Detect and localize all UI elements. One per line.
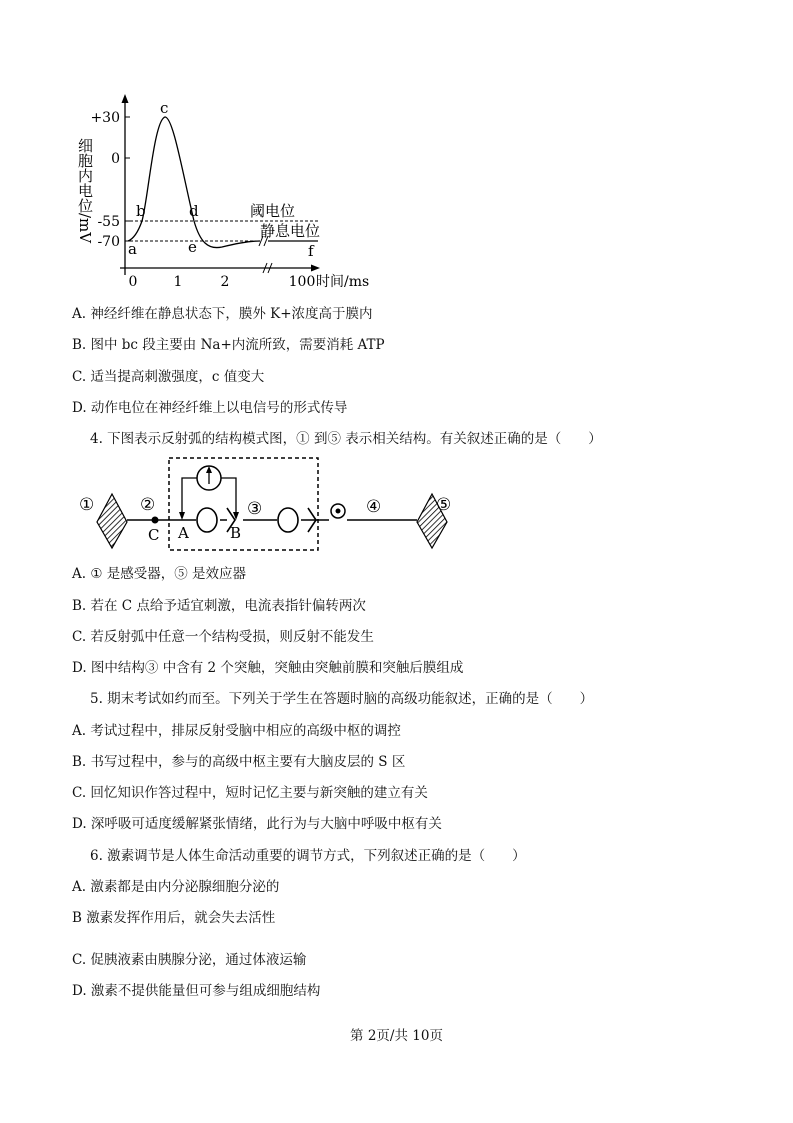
point-label: e (188, 238, 197, 256)
q6-option-d: D. 激素不提供能量但可参与组成细胞结构 (72, 983, 321, 999)
y-tick-label: -55 (97, 214, 120, 230)
q5-stem: 5. 期末考试如约而至。下列关于学生在答题时脑的高级功能叙述，正确的是（ ） (90, 691, 594, 707)
q5-option-a: A. 考试过程中，排尿反射受脑中相应的高级中枢的调控 (72, 723, 401, 739)
label-2: ② (140, 495, 156, 515)
point-label: d (189, 202, 199, 220)
q4-option-a: A. ① 是感受器，⑤ 是效应器 (72, 566, 247, 582)
q4-option-d: D. 图中结构③ 中含有 2 个突触，突触由突触前膜和突触后膜组成 (72, 660, 464, 676)
y-axis-label: 细胞内电位/mV (76, 138, 94, 244)
q3-option-b: B. 图中 bc 段主要由 Na+内流所致，需要消耗 ATP (72, 337, 385, 353)
point-label: a (128, 240, 137, 258)
x-tick-label: 100 (288, 274, 316, 290)
q6-option-a: A. 激素都是由内分泌腺细胞分泌的 (72, 879, 280, 895)
point-label: b (136, 202, 146, 220)
q4-option-c: C. 若反射弧中任意一个结构受损，则反射不能发生 (72, 629, 374, 645)
label-4: ④ (366, 497, 382, 517)
label-1: ① (79, 495, 95, 515)
q6-option-b: B 激素发挥作用后，就会失去活性 (72, 910, 276, 926)
q3-option-d: D. 动作电位在神经纤维上以电信号的形式传导 (72, 400, 348, 416)
q5-option-d: D. 深呼吸可适度缓解紧张情绪，此行为与大脑中呼吸中枢有关 (72, 816, 442, 832)
q5-option-c: C. 回忆知识作答过程中，短时记忆主要与新突触的建立有关 (72, 785, 428, 801)
point-label: c (160, 99, 169, 117)
reflex-arc-diagram (75, 452, 465, 557)
label-c: C (148, 526, 160, 544)
point-c-dot (152, 517, 159, 524)
synapse-body-2 (278, 508, 298, 532)
label-b: B (230, 524, 242, 542)
resting-label: 静息电位 (260, 222, 321, 240)
page-footer: 第 2页/共 10页 (350, 1028, 443, 1044)
x-axis-label: 时间/ms (316, 274, 370, 290)
x-tick-label: 1 (173, 274, 183, 290)
q3-option-a: A. 神经纤维在静息状态下，膜外 K+浓度高于膜内 (72, 306, 373, 322)
x-axis-arrow (311, 265, 320, 272)
central-region-box (169, 458, 318, 550)
action-potential-graph (70, 90, 370, 290)
q4-stem: 4. 下图表示反射弧的结构模式图，① 到⑤ 表示相关结构。有关叙述正确的是（ ） (90, 431, 602, 447)
receptor-shape (97, 494, 127, 548)
label-3: ③ (247, 499, 263, 519)
y-tick-label: -70 (97, 234, 120, 250)
q3-option-c: C. 适当提高刺激强度，c 值变大 (72, 369, 265, 385)
label-a: A (178, 524, 189, 542)
label-5: ⑤ (436, 495, 452, 515)
x-tick-label: 2 (220, 274, 230, 290)
y-tick-label: 0 (111, 151, 120, 167)
y-tick-label: +30 (90, 110, 120, 126)
q6-stem: 6. 激素调节是人体生命活动重要的调节方式，下列叙述正确的是（ ） (90, 848, 526, 864)
q5-option-b: B. 书写过程中，参与的高级中枢主要有大脑皮层的 S 区 (72, 754, 406, 770)
y-axis-arrow (122, 94, 129, 103)
threshold-label: 阈电位 (250, 202, 296, 220)
x-tick-label: 0 (128, 274, 138, 290)
q6-option-c: C. 促胰液素由胰腺分泌，通过体液运输 (72, 952, 307, 968)
synapse-body-1 (197, 508, 217, 532)
point-label: f (308, 242, 314, 260)
q4-option-b: B. 若在 C 点给予适宜刺激，电流表指针偏转两次 (72, 598, 366, 614)
